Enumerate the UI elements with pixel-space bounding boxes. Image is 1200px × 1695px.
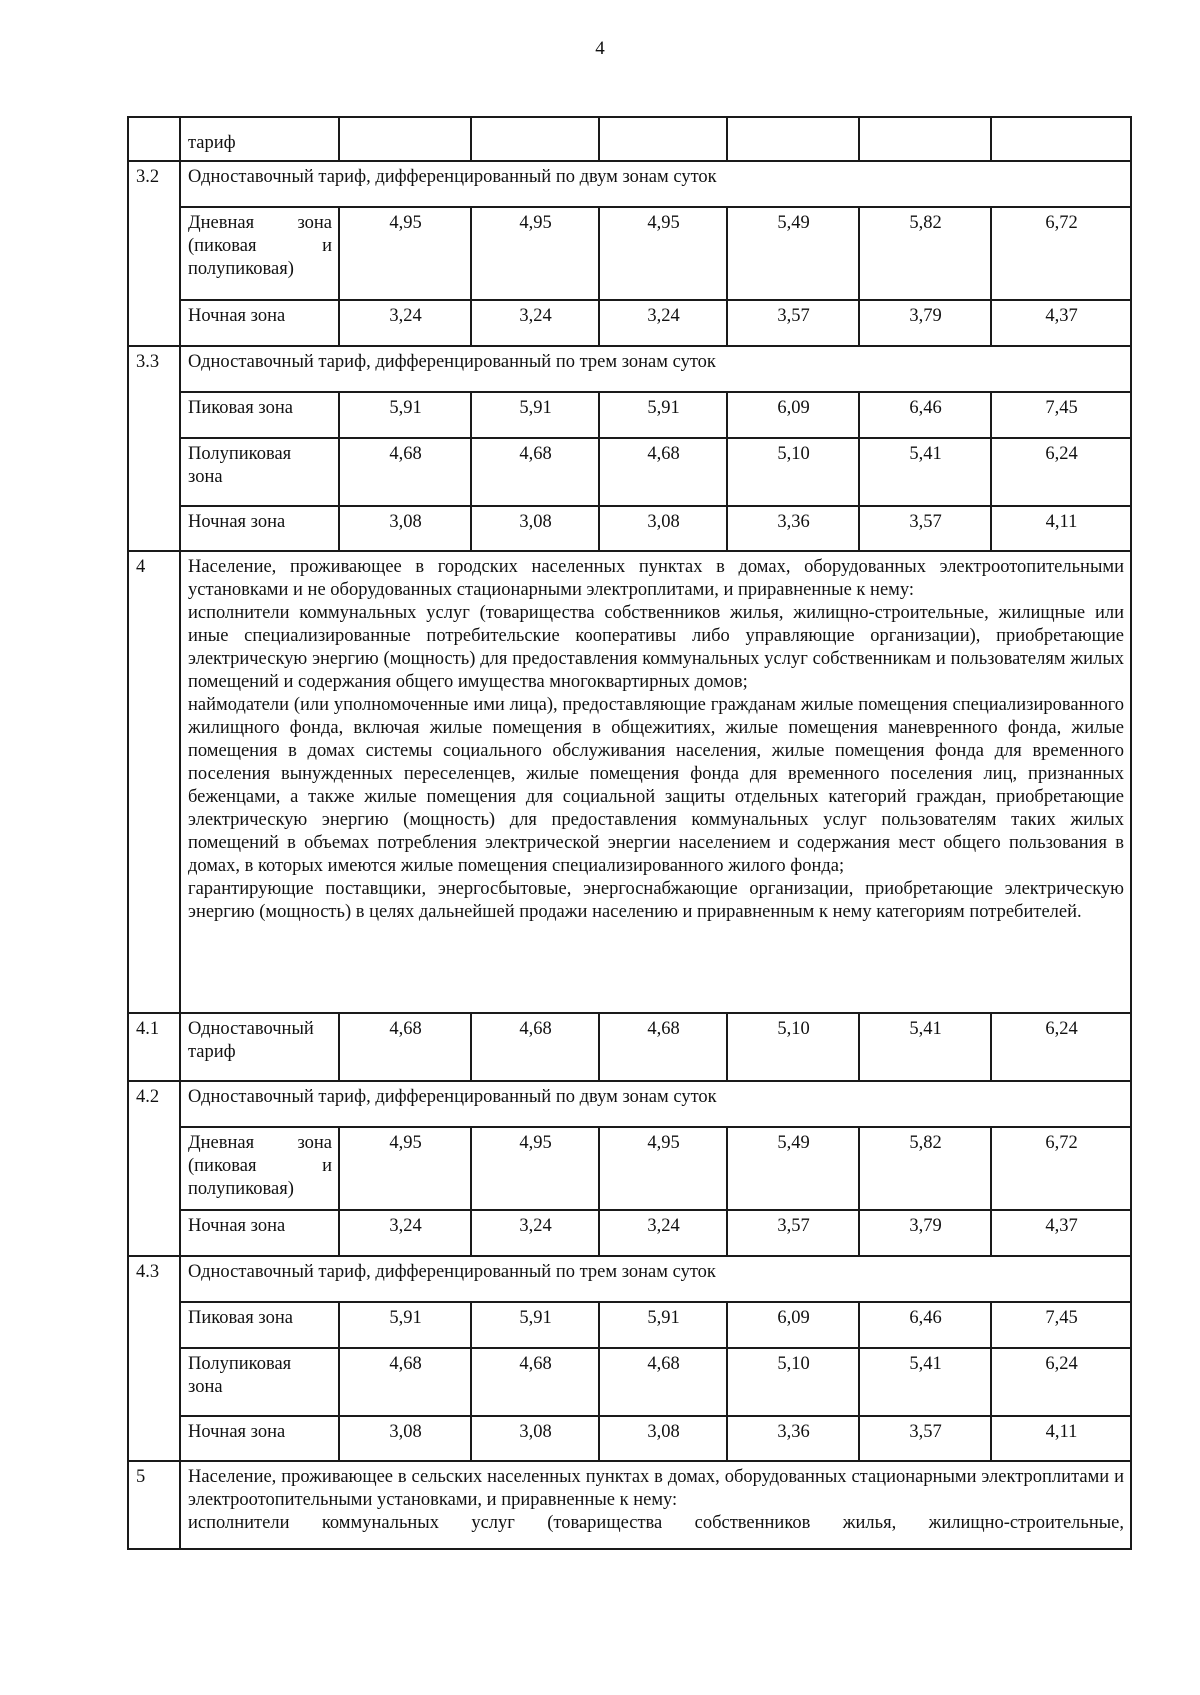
value-cell: 4,95 (339, 1127, 471, 1210)
description-paragraph: гарантирующие поставщики, энергосбытовые, энергоснабжающие организации, приобретающие электрическую энергию (мощность) в целях дальнейшей продажи населению и приравненным к нему категориям потребителей. (188, 879, 1124, 922)
value-cell: 3,24 (599, 1210, 727, 1256)
value-cell: 3,57 (727, 1210, 859, 1256)
value-cell: 3,57 (859, 1416, 991, 1461)
row-number: 5 (128, 1461, 180, 1549)
row-label: Ночная зона (180, 1210, 339, 1256)
section-title: Одноставочный тариф, дифференцированный по трем зонам суток (180, 346, 1131, 392)
label-line: полупиковая) (188, 259, 294, 279)
label-line: (пиковая и (188, 236, 332, 256)
empty-cell (599, 117, 727, 161)
table-row (128, 207, 1131, 300)
row-label: Ночная зона (180, 300, 339, 346)
value-cell: 5,49 (727, 207, 859, 300)
row-number: 4.2 (128, 1081, 180, 1256)
value-cell: 3,08 (339, 506, 471, 551)
value-cell: 3,24 (339, 1210, 471, 1256)
label-line: полупиковая) (188, 1179, 294, 1199)
value-cell: 4,95 (471, 1127, 599, 1210)
table-row (128, 1013, 1131, 1081)
value-cell: 3,36 (727, 1416, 859, 1461)
value-cell: 4,68 (471, 438, 599, 506)
description-paragraph: исполнители коммунальных услуг (товарищества собственников жилья, жилищно-строительные, жилищные или иные специализированные потребительские кооперативы либо управляющие организации), приобретающие электрическую энергию (мощность) для предоставления коммунальных услуг собственникам и пользователям жилых помещений и содержания общего имущества многоквартирных домов; (188, 603, 1124, 692)
value-cell: 5,91 (599, 1302, 727, 1348)
value-cell: 3,08 (339, 1416, 471, 1461)
empty-cell (991, 117, 1131, 161)
table-row (128, 506, 1131, 551)
value-cell: 3,79 (859, 300, 991, 346)
value-cell: 7,45 (991, 1302, 1131, 1348)
value-cell: 4,95 (599, 207, 727, 300)
description-paragraph: Население, проживающее в сельских населенных пунктах в домах, оборудованных стационарными электроплитами и электроотопительными установками, и приравненные к нему: (188, 1467, 1124, 1510)
value-cell: 6,24 (991, 1348, 1131, 1416)
table-row (128, 1416, 1131, 1461)
table-row (128, 346, 1131, 392)
value-cell: 6,24 (991, 438, 1131, 506)
row-label (180, 438, 339, 506)
value-cell: 4,11 (991, 506, 1131, 551)
value-cell: 5,82 (859, 1127, 991, 1210)
row-number: 4.3 (128, 1256, 180, 1461)
empty-cell (471, 117, 599, 161)
value-cell: 3,36 (727, 506, 859, 551)
value-cell: 4,95 (599, 1127, 727, 1210)
value-cell: 5,82 (859, 207, 991, 300)
value-cell: 5,41 (859, 438, 991, 506)
empty-cell (339, 117, 471, 161)
value-cell: 3,24 (599, 300, 727, 346)
value-cell: 3,08 (471, 1416, 599, 1461)
category-description (180, 1461, 1131, 1549)
table-row (128, 1302, 1131, 1348)
row-label (180, 1127, 339, 1210)
section-title: Одноставочный тариф, дифференцированный по двум зонам суток (180, 1081, 1131, 1127)
row-label (180, 207, 339, 300)
table-row (128, 392, 1131, 438)
value-cell: 3,57 (727, 300, 859, 346)
row-label: Ночная зона (180, 506, 339, 551)
row-label (180, 1348, 339, 1416)
value-cell: 3,08 (599, 506, 727, 551)
table-row (128, 1127, 1131, 1210)
table-row (128, 438, 1131, 506)
value-cell: 5,91 (599, 392, 727, 438)
table-row (128, 1256, 1131, 1302)
value-cell: 5,41 (859, 1013, 991, 1081)
value-cell: 3,24 (471, 1210, 599, 1256)
label-line: Одноставочный (188, 1019, 314, 1039)
label-line: зона (188, 467, 223, 487)
table-row (128, 117, 1131, 161)
row-label: тариф (180, 117, 339, 161)
row-label: Пиковая зона (180, 1302, 339, 1348)
value-cell: 4,68 (471, 1348, 599, 1416)
row-label (180, 1013, 339, 1081)
value-cell: 5,91 (471, 392, 599, 438)
value-cell: 5,41 (859, 1348, 991, 1416)
label-line: Дневная зона (188, 213, 332, 233)
empty-cell (727, 117, 859, 161)
table-row (128, 161, 1131, 207)
label-line: тариф (188, 1042, 236, 1062)
row-number: 3.2 (128, 161, 180, 346)
value-cell: 4,68 (471, 1013, 599, 1081)
category-description (180, 551, 1131, 1013)
description-paragraph: исполнители коммунальных услуг (товарищества собственников жилья, жилищно-строительные, (188, 1513, 1124, 1533)
label-line: Дневная зона (188, 1133, 332, 1153)
value-cell: 5,91 (471, 1302, 599, 1348)
value-cell: 4,95 (471, 207, 599, 300)
row-number: 4 (128, 551, 180, 1013)
value-cell: 3,08 (471, 506, 599, 551)
tariff-table (127, 116, 1132, 1550)
value-cell: 6,72 (991, 207, 1131, 300)
value-cell: 5,10 (727, 438, 859, 506)
description-paragraph: Население, проживающее в городских населенных пунктах в домах, оборудованных электроотопительными установками и не оборудованных стационарными электроплитами, и приравненные к нему: (188, 557, 1124, 600)
value-cell: 3,08 (599, 1416, 727, 1461)
value-cell: 4,37 (991, 1210, 1131, 1256)
table-row (128, 300, 1131, 346)
value-cell: 3,24 (339, 300, 471, 346)
table-row (128, 1461, 1131, 1549)
table-row (128, 1210, 1131, 1256)
value-cell: 6,09 (727, 392, 859, 438)
value-cell: 5,49 (727, 1127, 859, 1210)
value-cell: 4,68 (599, 1348, 727, 1416)
row-number: 3.3 (128, 346, 180, 551)
section-title: Одноставочный тариф, дифференцированный по трем зонам суток (180, 1256, 1131, 1302)
row-label: Ночная зона (180, 1416, 339, 1461)
description-paragraph: наймодатели (или уполномоченные ими лица), предоставляющие гражданам жилые помещения специализированного жилищного фонда, включая жилые помещения в общежитиях, жилые помещения маневренного фонда, жилые помещения в домах системы социального обслуживания населения, жилые помещения фонда для временного поселения вынужденных переселенцев, жилые помещения фонда для временного поселения лиц, признанных беженцами, а также жилые помещения для социальной защиты отдельных категорий граждан, приобретающие электрическую энергию (мощность) для предоставления коммунальных услуг пользователям таких жилых помещений в объемах потребления электрической энергии населением и содержания мест общего пользования в домах, в которых имеются жилые помещения специализированного жилого фонда; (188, 695, 1124, 876)
value-cell: 4,11 (991, 1416, 1131, 1461)
value-cell: 6,72 (991, 1127, 1131, 1210)
row-number: 4.1 (128, 1013, 180, 1081)
row-number (128, 117, 180, 161)
value-cell: 6,46 (859, 392, 991, 438)
empty-cell (859, 117, 991, 161)
value-cell: 4,68 (339, 1348, 471, 1416)
value-cell: 5,10 (727, 1013, 859, 1081)
row-label: Пиковая зона (180, 392, 339, 438)
value-cell: 4,68 (599, 438, 727, 506)
value-cell: 7,45 (991, 392, 1131, 438)
label-line: Полупиковая (188, 444, 292, 464)
table-row (128, 1081, 1131, 1127)
value-cell: 5,91 (339, 392, 471, 438)
value-cell: 6,09 (727, 1302, 859, 1348)
value-cell: 3,57 (859, 506, 991, 551)
label-line: Полупиковая (188, 1354, 292, 1374)
value-cell: 5,91 (339, 1302, 471, 1348)
value-cell: 4,68 (339, 438, 471, 506)
value-cell: 3,79 (859, 1210, 991, 1256)
value-cell: 4,95 (339, 207, 471, 300)
value-cell: 3,24 (471, 300, 599, 346)
page-number: 4 (595, 38, 605, 59)
value-cell: 4,68 (339, 1013, 471, 1081)
label-line: (пиковая и (188, 1156, 332, 1176)
value-cell: 6,24 (991, 1013, 1131, 1081)
table-row (128, 551, 1131, 1013)
label-line: зона (188, 1377, 223, 1397)
value-cell: 5,10 (727, 1348, 859, 1416)
value-cell: 6,46 (859, 1302, 991, 1348)
table-row (128, 1348, 1131, 1416)
value-cell: 4,37 (991, 300, 1131, 346)
section-title: Одноставочный тариф, дифференцированный по двум зонам суток (180, 161, 1131, 207)
value-cell: 4,68 (599, 1013, 727, 1081)
